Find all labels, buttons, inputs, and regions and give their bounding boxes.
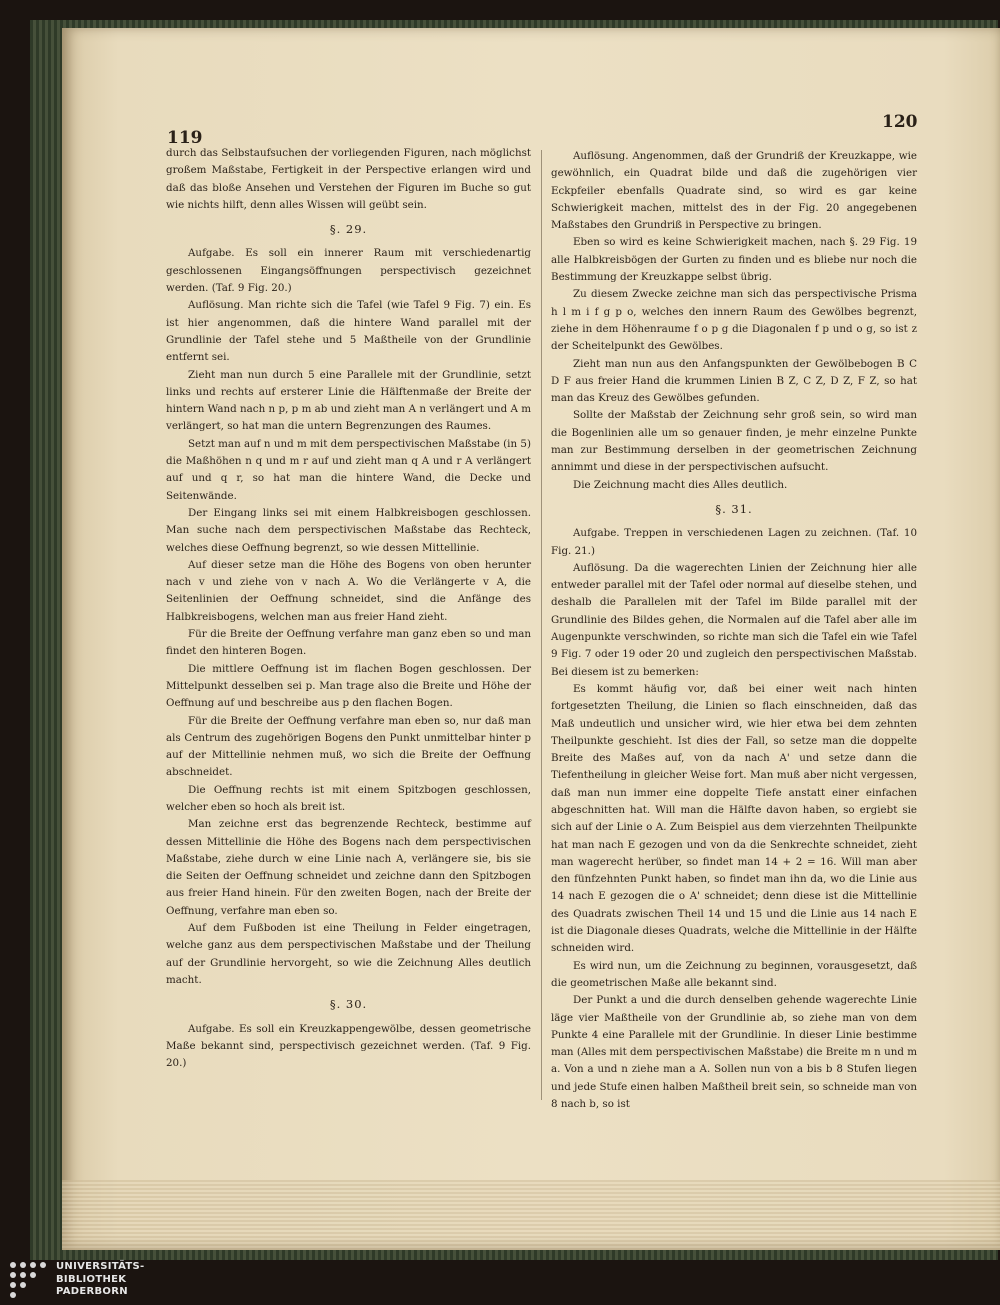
section-heading: §. 31. xyxy=(715,501,753,516)
left-column xyxy=(166,145,531,1072)
paragraph: Die Zeichnung macht dies Alles deutlich. xyxy=(573,478,788,491)
page-number-right: 120 xyxy=(882,112,918,132)
section-heading: §. 30. xyxy=(329,997,368,1012)
paragraph: durch das Selbstaufsuchen der vorliegenden Figuren, nach möglichst großem Maßstabe, Fertigkeit in der Perspective erlangen wird und daß das bloße Ansehen und Verstehen der Figuren im Buche so gut wie nichts hilft, denn alles Wissen will geübt sein. xyxy=(166,147,531,211)
paragraph: Eben so wird es keine Schwierigkeit machen, nach §. 29 Fig. 19 alle Halbkreisbögen der Gurten zu finden und es bliebe nur noch die Bestimmung der Kreuzkappe selbst übrig. xyxy=(551,236,917,284)
library-name-line: BIBLIOTHEK xyxy=(56,1273,127,1285)
dot-grid-icon xyxy=(8,1260,48,1300)
library-name-line: PADERBORN xyxy=(56,1286,128,1298)
paragraph: Zu diesem Zwecke zeichne man sich das perspectivische Prisma h l m i f g p o, welches den innern Raum des Gewölbes begrenzt, ziehe in dem Höhenraume f o p g die Diagonalen f p und o g, so ist z der Scheitelpunkt des Gewölbes. xyxy=(551,288,917,353)
paragraph: Zieht man nun aus den Anfangspunkten der Gewölbebogen B C D F aus freier Hand die krummen Linien B Z, C Z, D Z, F Z, so hat man das Kreuz des Gewölbes gefunden. xyxy=(551,357,917,405)
page-edges xyxy=(62,1180,1000,1250)
paragraph: Für die Breite der Oeffnung verfahre man eben so, nur daß man als Centrum des zugehörigen Bogens den Punkt unmittelbar hinter p auf der Mittellinie nehmen muß, wo sich die Breite der Oeffnung abschneidet. xyxy=(166,714,531,779)
paragraph: Es wird nun, um die Zeichnung zu beginnen, vorausgesetzt, daß die geometrischen Maße alle bekannt sind. xyxy=(551,959,917,989)
library-name-line: UNIVERSITÄTS- xyxy=(56,1261,145,1273)
paragraph: Aufgabe. Es soll ein innerer Raum mit verschiedenartig geschlossenen Eingangsöffnungen perspectivisch gezeichnet werden. (Taf. 9 Fig. 20.) xyxy=(166,247,531,295)
paragraph: Auf dieser setze man die Höhe des Bogens von oben herunter nach v und ziehe von v nach A. Wo die Verlängerte v A, die Seitenlinien der Oeffnung schneidet, sind die Anfänge des Halbkreisbogens, welchen man aus freier Hand zieht. xyxy=(166,558,531,623)
paragraph: Der Punkt a und die durch denselben gehende wagerechte Linie läge vier Maßtheile von der Grundlinie ab, so ziehe man von dem Punkte 4 eine Parallele mit der Grundlinie. In dieser Linie bestimme man (Alles mit dem perspectivischen Maßstabe) die Breite m n und m a. Von a und n ziehe man a A. Sollen nun von a bis b 8 Stufen liegen und jede Stufe einen halben Maßtheil breit sein, so schneide man von 8 nach b, so ist xyxy=(551,994,917,1111)
paragraph: Für die Breite der Oeffnung verfahre man ganz eben so und man findet den hinteren Bogen. xyxy=(166,628,531,658)
paragraph: Man zeichne erst das begrenzende Rechteck, bestimme auf dessen Mittellinie die Höhe des Bogens nach dem perspectivischen Maßstabe, ziehe durch w eine Linie nach A, verlängere sie, bis sie die Seiten der Oeffnung schneidet und zeichne dann den Spitzbogen aus freier Hand hinein. Für den zweiten Bogen, nach der Breite der Oeffnung, verfahre man eben so. xyxy=(166,818,531,917)
section-heading: §. 29. xyxy=(329,222,368,237)
right-column xyxy=(551,148,917,1113)
paragraph: Aufgabe. Treppen in verschiedenen Lagen zu zeichnen. (Taf. 10 Fig. 21.) xyxy=(551,527,917,557)
paragraph: Auf dem Fußboden ist eine Theilung in Felder eingetragen, welche ganz aus dem perspectivischen Maßstabe und der Theilung auf der Grundlinie hervorgeht, so wie die Zeichnung Alles deutlich macht. xyxy=(166,922,531,986)
paragraph: Es kommt häufig vor, daß bei einer weit nach hinten fortgesetzten Theilung, die Linien so flach einschneiden, daß das Maß undeutlich und unsicher wird, wie hier etwa bei dem zehnten Theilpunkte geschieht. Ist dies der Fall, so setze man die doppelte Breite des Maßes auf, von da nach A' und setze dann die Tiefentheilung in gleicher Weise fort. Man muß aber nicht vergessen, daß man nun immer eine doppelte Tiefe anstatt einer einfachen abgeschnitten hat. Will man die Hälfte davon haben, so ergiebt sie sich auf der Linie o A. Zum Beispiel aus dem vierzehnten Theilpunkte hat man nach E gezogen und von da die Senkrechte schneidet, zieht man wagerecht herüber, so findet man 14 + 2 = 16. Will man aber den fünfzehnten Punkt haben, so findet man ihn da, wo die Linie aus 14 nach E gezogen die o A' schneidet; denn diese ist die Mittellinie des Quadrats zwischen Theil 14 und 15 und die Linie aus 14 nach E ist die Diagonale dieses Quadrats, welche die Mittellinie in der Hälfte schneiden wird. xyxy=(551,682,917,955)
paragraph: Auflösung. Da die wagerechten Linien der Zeichnung hier alle entweder parallel mit der Tafel oder normal auf dieselbe stehen, und deshalb die Parallelen mit der Tafel im Bilde parallel mit der Grundlinie des Bildes gehen, die Normalen auf die Tafel aber alle im Augenpunkte verschwinden, so richte man sich die Tafel ein wie Tafel 9 Fig. 7 oder 19 oder 20 und zugleich den perspectivischen Maßstab. Bei diesem ist zu bemerken: xyxy=(551,561,917,678)
page-number-left: 119 xyxy=(167,128,203,148)
paragraph: Die mittlere Oeffnung ist im flachen Bogen geschlossen. Der Mittelpunkt desselben sei p. Man trage also die Breite und Höhe der Oeffnung auf und beschreibe aus p den flachen Bogen. xyxy=(166,662,531,710)
paragraph: Der Eingang links sei mit einem Halbkreisbogen geschlossen. Man suche nach dem perspectivischen Maßstabe das Rechteck, welches diese Oeffnung begrenzt, so wie dessen Mittellinie. xyxy=(166,506,531,554)
paragraph: Die Oeffnung rechts ist mit einem Spitzbogen geschlossen, welcher eben so hoch als breit ist. xyxy=(166,783,531,813)
paragraph: Sollte der Maßstab der Zeichnung sehr groß sein, so wird man die Bogenlinien alle um so genauer finden, je mehr einzelne Punkte man zur Bestimmung derselben in der geometrischen Zeichnung annimmt und diese in der perspectivischen aufsucht. xyxy=(551,409,917,474)
paragraph: Aufgabe. Es soll ein Kreuzkappengewölbe, dessen geometrische Maße bekannt sind, perspectivisch gezeichnet werden. (Taf. 9 Fig. 20.) xyxy=(166,1022,531,1070)
library-name xyxy=(56,1261,145,1299)
column-divider xyxy=(541,150,542,1100)
paragraph: Auflösung. Man richte sich die Tafel (wie Tafel 9 Fig. 7) ein. Es ist hier angenommen, daß die hintere Wand parallel mit der Grundlinie der Tafel stehe und 5 Maßtheile von der Grundlinie entfernt sei. xyxy=(166,299,531,364)
paragraph: Auflösung. Angenommen, daß der Grundriß der Kreuzkappe, wie gewöhnlich, ein Quadrat bilde und daß die zugehörigen vier Eckpfeiler ebenfalls Quadrate sind, so wird es gar keine Schwierigkeit machen, mittelst des in der Fig. 20 angegebenen Maßstabes den Grundriß in Perspective zu bringen. xyxy=(551,150,917,232)
paragraph: Setzt man auf n und m mit dem perspectivischen Maßstabe (in 5) die Maßhöhen n q und m r auf und zieht man q A und r A verlängert auf und q r, so hat man die hintere Wand, die Decke und Seitenwände. xyxy=(166,437,531,502)
library-logo xyxy=(8,1258,228,1302)
paragraph: Zieht man nun durch 5 eine Parallele mit der Grundlinie, setzt links und rechts auf ersterer Linie die Hälftenmaße der Breite der hintern Wand nach n p, p m ab und zieht man A n verlängert und A m verlängert, so hat man die untern Begrenzungen des Raumes. xyxy=(166,368,531,433)
